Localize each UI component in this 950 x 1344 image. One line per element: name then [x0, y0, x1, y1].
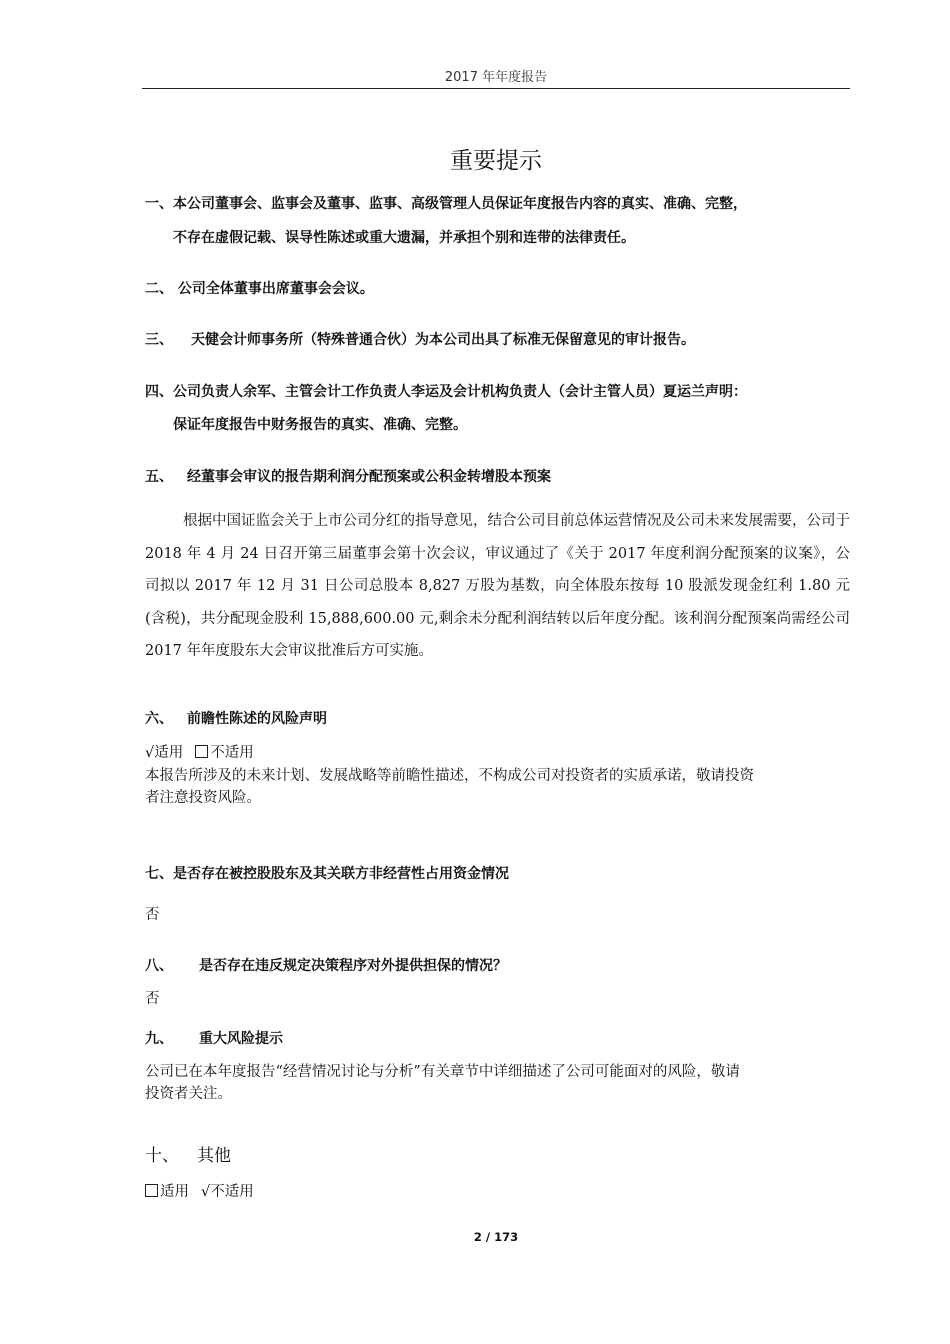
item-10-options — [145, 1180, 254, 1201]
item-10-number: 十、 — [145, 1146, 179, 1166]
item-6-title: 前瞻性陈述的风险声明 — [187, 711, 327, 727]
item-1-line-2: 不存在虚假记载、误导性陈述或重大遗漏，并承担个别和连带的法律责任。 — [173, 230, 635, 246]
item-9-heading — [145, 1028, 283, 1048]
item-10-heading — [145, 1141, 231, 1166]
page-title: 重要提示 — [450, 148, 542, 174]
item-10-applicable-label: 适用 — [160, 1184, 189, 1200]
item-5-body: 根据中国证监会关于上市公司分红的指导意见，结合公司目前总体运营情况及公司未来发展需要，公司于 2018 年 4 月 24 日召开第三届董事会第十次会议，审议通过了《关于 2017 年度利润分配预案的议案》，公司拟以 2017 年 12 月 31 日公司总股本 8,827 万股为基数，向全体股东按每 10 股派发现金红利 1.80 元(含税)，共分配现金股利 15,888,600.00 元,剩余未分配利润结转以后年度分配。该利润分配预案尚需经公司 2017 年年度股东大会审议批准后方可实施。 — [145, 513, 850, 659]
item-10-check-mark: √ — [201, 1184, 211, 1200]
item-8-title: 是否存在违反规定决策程序对外提供担保的情况？ — [199, 958, 507, 974]
header-divider — [142, 88, 850, 89]
item-5-heading — [145, 466, 551, 486]
item-9-number: 九、 — [145, 1031, 173, 1047]
item-4-line-1: 四、公司负责人余军、主管会计工作负责人李运及会计机构负责人（会计主管人员）夏运兰声明： — [145, 384, 747, 400]
item-8-heading — [145, 955, 507, 975]
item-8-answer: 否 — [145, 991, 160, 1007]
item-6-heading — [145, 708, 327, 728]
item-6-not-applicable-label: 不适用 — [210, 745, 254, 761]
page-header: 2017 年年度报告 — [444, 70, 548, 85]
item-2: 二、 公司全体董事出席董事会会议。 — [145, 281, 374, 297]
item-6-empty-box-icon — [195, 745, 208, 758]
item-10-title: 其他 — [197, 1146, 231, 1166]
item-6-applicable-label: 适用 — [154, 745, 184, 761]
item-10-empty-box-icon — [145, 1184, 158, 1197]
item-6-number: 六、 — [145, 711, 173, 727]
item-7-answer: 否 — [145, 907, 160, 923]
item-6-check-mark: √ — [145, 745, 155, 761]
item-9-title: 重大风险提示 — [199, 1031, 283, 1047]
item-8-number: 八、 — [145, 958, 173, 974]
item-6-body-line-2: 者注意投资风险。 — [145, 790, 261, 806]
item-3 — [145, 329, 695, 349]
item-5-title: 经董事会审议的报告期利润分配预案或公积金转增股本预案 — [187, 469, 551, 485]
item-3-text: 天健会计师事务所（特殊普通合伙）为本公司出具了标准无保留意见的审计报告。 — [191, 332, 695, 348]
item-9-body-line-2: 投资者关注。 — [145, 1086, 232, 1102]
item-3-number: 三、 — [145, 332, 173, 348]
item-6-body-line-1: 本报告所涉及的未来计划、发展战略等前瞻性描述，不构成公司对投资者的实质承诺，敬请投资 — [145, 768, 754, 784]
item-4-line-2: 保证年度报告中财务报告的真实、准确、完整。 — [173, 417, 467, 433]
item-9-body-line-1: 公司已在本年度报告“经营情况讨论与分析”有关章节中详细描述了公司可能面对的风险，敬请 — [145, 1064, 740, 1080]
item-5-number: 五、 — [145, 469, 173, 485]
item-1-line-1: 一、本公司董事会、监事会及董事、监事、高级管理人员保证年度报告内容的真实、准确、完整， — [145, 196, 747, 212]
item-6-options — [145, 741, 254, 762]
item-10-not-applicable-label: 不适用 — [210, 1184, 254, 1200]
page-number: 2 / 173 — [473, 1230, 519, 1244]
item-7-heading: 七、是否存在被控股股东及其关联方非经营性占用资金情况 — [145, 866, 509, 882]
